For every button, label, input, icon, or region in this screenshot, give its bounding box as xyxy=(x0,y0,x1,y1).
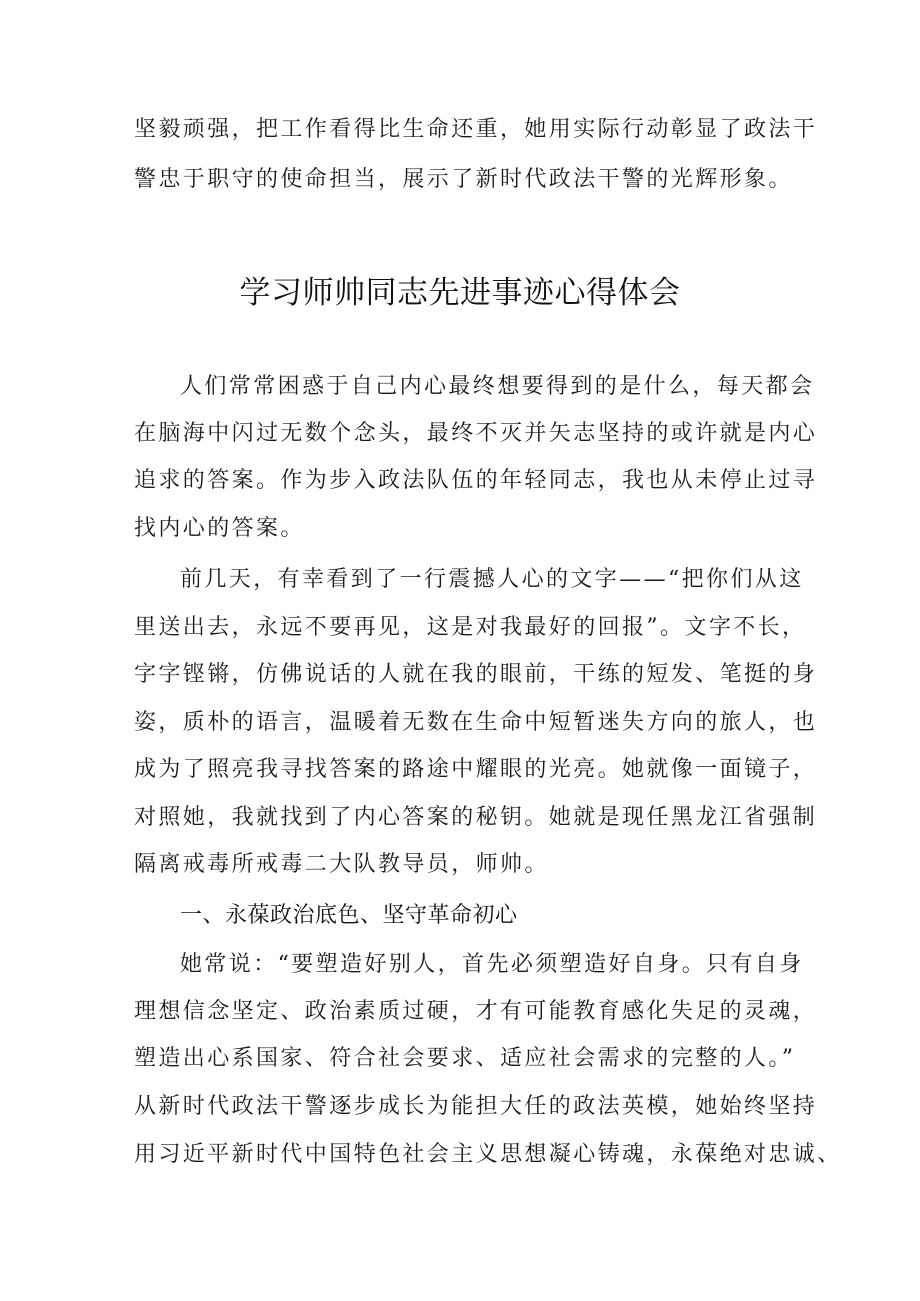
intro-line-2: 警忠于职守的使命担当，展示了新时代政法干警的光辉形象。 xyxy=(134,167,793,192)
para2-line-3: 字字铿锵，仿佛说话的人就在我的眼前，干练的短发、笔挺的身 xyxy=(134,662,818,687)
para2-line-6: 对照她，我就找到了内心答案的秘钥。她就是现任黑龙江省强制 xyxy=(134,805,818,830)
para1-line-1: 人们常常困惑于自己内心最终想要得到的是什么，每天都会 xyxy=(180,374,815,399)
para1-line-2: 在脑海中闪过无数个念头，最终不灭并矢志坚持的或许就是内心 xyxy=(134,421,818,446)
section-1-heading: 一、永葆政治底色、坚守革命初心 xyxy=(180,903,518,928)
para3-line-1: 她常说：“要塑造好别人，首先必须塑造好自身。只有自身 xyxy=(180,952,804,977)
para2-line-7: 隔离戒毒所戒毒二大队教导员，师帅。 xyxy=(134,852,549,877)
para2-line-2: 里送出去，永远不要再见，这是对我最好的回报”。文字不长， xyxy=(134,615,807,640)
para1-line-3: 追求的答案。作为步入政法队伍的年轻同志，我也从未停止过寻 xyxy=(134,468,818,493)
intro-line-1: 坚毅顽强，把工作看得比生命还重，她用实际行动彰显了政法干 xyxy=(134,117,818,142)
para2-line-4: 姿，质朴的语言，温暖着无数在生命中短暂迷失方向的旅人，也 xyxy=(134,710,818,735)
para3-line-4: 从新时代政法干警逐步成长为能担大任的政法英模，她始终坚持 xyxy=(134,1094,818,1119)
para3-line-5: 用习近平新时代中国特色社会主义思想凝心铸魂，永葆绝对忠诚、 xyxy=(134,1142,842,1167)
para3-line-2: 理想信念坚定、政治素质过硬，才有可能教育感化失足的灵魂， xyxy=(134,999,818,1024)
article-title: 学习师帅同志先进事迹心得体会 xyxy=(239,275,681,311)
para3-line-3: 塑造出心系国家、符合社会要求、适应社会需求的完整的人。” xyxy=(134,1046,796,1071)
para2-line-5: 成为了照亮我寻找答案的路途中耀眼的光亮。她就像一面镜子， xyxy=(134,757,818,782)
para1-line-4: 找内心的答案。 xyxy=(134,516,305,541)
para2-line-1: 前几天，有幸看到了一行震撼人心的文字——“把你们从这 xyxy=(180,567,804,592)
